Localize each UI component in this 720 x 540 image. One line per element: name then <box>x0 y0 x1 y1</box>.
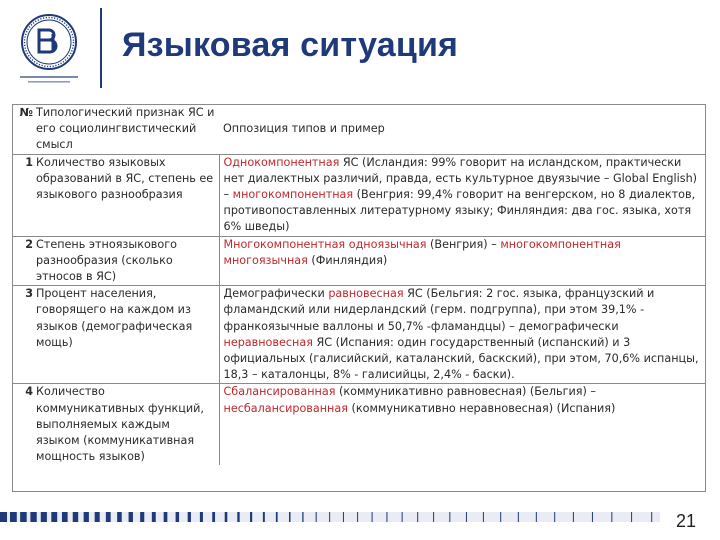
footer-bar <box>316 512 317 522</box>
footer-bar <box>289 512 291 522</box>
table-row <box>13 154 705 236</box>
row-opposition <box>219 384 705 466</box>
header-opposition <box>219 105 705 154</box>
footer-bar <box>129 512 133 522</box>
footer-bar <box>536 512 537 522</box>
row-num: 2 <box>13 236 33 286</box>
footer-bar <box>573 512 574 522</box>
row-opposition <box>219 154 705 236</box>
slide-title: Языковая ситуация <box>122 26 459 64</box>
opposition-text: ЯС (Бельгия: 2 гос. языка, французский и фламандский или нидерландский (герм. подгруппа), при этом 39,1% - франкоязычные валлоны и 50,7% -фламандцы) – демографически <box>223 287 655 333</box>
row-opposition <box>219 236 705 286</box>
footer-bar <box>73 512 78 522</box>
footer-bar <box>225 512 228 522</box>
footer-bar <box>343 512 344 522</box>
header-num: № <box>19 106 33 119</box>
footer-bar <box>449 512 450 522</box>
footer-bar <box>402 512 403 522</box>
table-row <box>13 286 705 384</box>
footer-bar <box>518 512 519 522</box>
header-divider <box>100 8 102 88</box>
footer-bar <box>164 512 168 522</box>
opposition-text: ЯС (Исландия: 99% говорит на исландском, практически нет диалектных различий, правда, есть культурное двуязычие – Global English) – <box>223 155 698 202</box>
table-row <box>13 236 705 286</box>
footer-bars-decoration <box>0 508 660 524</box>
header-opposition-text: Оппозиция типов и пример <box>223 122 385 135</box>
footer-bar <box>30 512 36 522</box>
opposition-text: (Венгрия) – <box>426 237 501 251</box>
footer-bar <box>0 512 7 522</box>
opposition-text: (Финляндия) <box>307 253 388 267</box>
footer-bar <box>631 512 632 522</box>
row-feature: Количество языковых образований в ЯС, степень ее языкового разнообразия <box>33 154 219 236</box>
footer-bar <box>483 512 484 522</box>
highlighted-term: многокомпонентная <box>232 188 354 202</box>
highlighted-term: неравновесная <box>223 335 313 349</box>
footer-bar <box>554 512 555 522</box>
row-num: 4 <box>13 384 33 466</box>
footer-bar <box>200 512 203 522</box>
footer-bar <box>466 512 467 522</box>
footer-bar <box>500 512 501 522</box>
footer-bar <box>276 512 278 522</box>
footer-bar <box>329 512 330 522</box>
row-num: 1 <box>13 154 33 236</box>
footer-bar <box>237 512 239 522</box>
footer-bar <box>62 512 68 522</box>
highlighted-term: Однокомпонентная <box>223 155 340 169</box>
footer-bar <box>433 512 434 522</box>
row-opposition <box>219 286 705 384</box>
row-feature: Процент населения, говорящего на каждом из языков (демографическая мощь) <box>33 286 219 384</box>
footer-bar <box>611 512 612 522</box>
footer-bar <box>592 512 593 522</box>
footer-bar <box>140 512 144 522</box>
highlighted-term: равновесная <box>328 287 404 301</box>
opposition-text: (Венгрия: 99,4% говорит на венгерском, но 8 диалектов, противопоставленных литературному языку; Финляндия: два гос. языка, хотя 6% шведы) <box>223 188 696 234</box>
row-feature: Степень этноязыкового разнообразия (сколько этносов в ЯС) <box>33 236 219 286</box>
opposition-text: (коммуникативно неравновесная) (Испания) <box>347 401 616 415</box>
footer-bar <box>302 512 303 522</box>
footer-bar <box>106 512 111 522</box>
opposition-text: (коммуникативно равновесная) (Бельгия) – <box>335 385 596 399</box>
highlighted-term: многокомпонентная многоязычная <box>223 237 621 267</box>
highlighted-term: Сбалансированная <box>223 385 336 399</box>
opposition-text: ЯС (Испания: один государственный (испанский) и 3 официальных (галисийский, каталанский, баскский), при этом, 70,6% испанцы, 18,3 – каталонцы, 8% - галисийцы, 2,4% - баски). <box>223 335 699 382</box>
footer-bar <box>152 512 156 522</box>
footer-bar <box>117 512 122 522</box>
footer-bar <box>357 512 358 522</box>
footer-bar <box>51 512 57 522</box>
footer-bar <box>84 512 89 522</box>
footer-bar <box>20 512 27 522</box>
table-row <box>13 384 705 466</box>
footer-bar <box>212 512 215 522</box>
highlighted-term: несбалансированная <box>223 401 348 415</box>
page-number: 21 <box>675 511 697 531</box>
slide-header <box>0 0 720 100</box>
footer-bar <box>10 512 17 522</box>
footer-bar <box>41 512 47 522</box>
footer-bar <box>651 512 652 522</box>
footer-bar <box>95 512 100 522</box>
footer-bar <box>372 512 373 522</box>
row-num: 3 <box>13 286 33 384</box>
footer-bar <box>250 512 252 522</box>
row-feature: Количество коммуникативных функций, выполняемых каждым языком (коммуникативная мощность языков) <box>33 384 219 466</box>
footer-bar <box>263 512 265 522</box>
footer-bar <box>386 512 387 522</box>
header-feature: Типологический признак ЯС и его социолингвистический смысл <box>36 106 215 152</box>
table-header-row <box>13 105 705 154</box>
footer-bar <box>176 512 179 522</box>
hse-emblem-icon <box>8 8 90 90</box>
footer-bar <box>417 512 418 522</box>
opposition-text: Демографически <box>223 287 329 301</box>
highlighted-term: Многокомпонентная одноязычная <box>223 237 427 251</box>
footer-bar <box>188 512 191 522</box>
typology-table <box>12 104 706 492</box>
